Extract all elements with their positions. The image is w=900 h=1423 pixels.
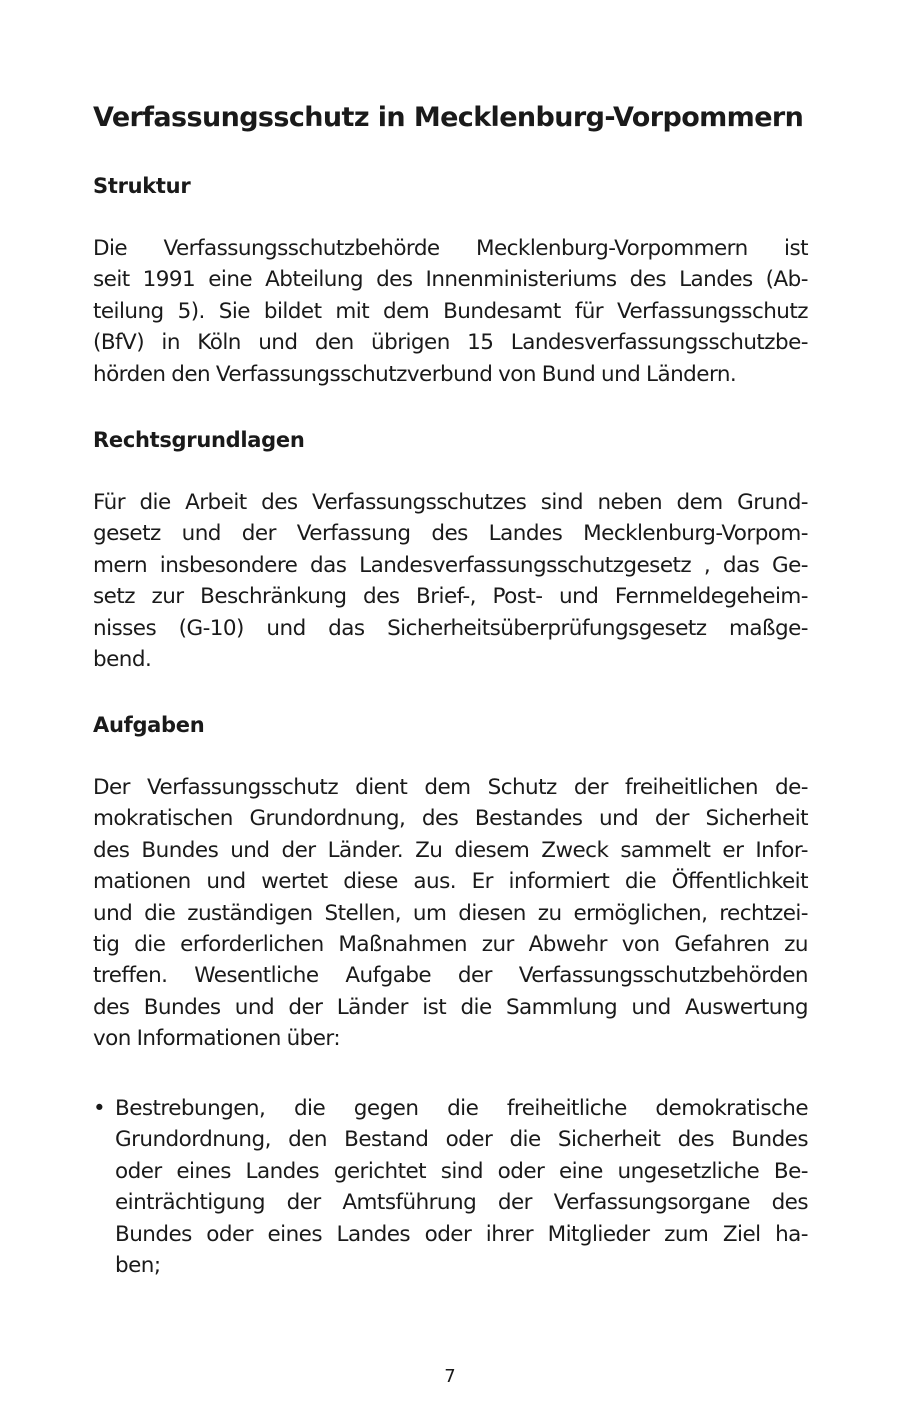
paragraph-aufgaben <box>93 772 808 1055</box>
paragraph-line: bend. <box>93 646 152 672</box>
paragraph-rechtsgrundlagen <box>93 487 808 675</box>
list-item-text <box>115 1093 808 1281</box>
paragraph-struktur <box>93 233 808 390</box>
list-item-line: Bestrebungen, die gegen die freiheitliche demokratische <box>115 1096 808 1121</box>
paragraph-line: des Bundes und der Länder. Zu diesem Zweck sammelt er Infor- <box>93 837 808 863</box>
paragraph-line: tig die erforderlichen Maßnahmen zur Abwehr von Gefahren zu <box>93 931 808 957</box>
section-heading-struktur: Struktur <box>93 174 191 198</box>
paragraph-line: mokratischen Grundordnung, des Bestandes und der Sicherheit <box>93 806 808 832</box>
paragraph-line: und die zuständigen Stellen, um diesen zu ermöglichen, rechtzei- <box>93 900 808 926</box>
list-item <box>93 1093 808 1281</box>
paragraph-line: Der Verfassungsschutz dient dem Schutz der freiheitlichen de- <box>93 775 808 800</box>
paragraph-line: treffen. Wesentliche Aufgabe der Verfassungsschutzbehörden <box>93 963 808 989</box>
section-heading-aufgaben: Aufgaben <box>93 713 205 737</box>
section-heading-rechtsgrundlagen: Rechtsgrundlagen <box>93 428 305 452</box>
bullet-list <box>93 1093 808 1281</box>
paragraph-line: hörden den Verfassungsschutzverbund von Bund und Ländern. <box>93 361 737 387</box>
paragraph-line: mationen und wertet diese aus. Er informiert die Öffentlichkeit <box>93 869 808 895</box>
paragraph-line: seit 1991 eine Abteilung des Innenministeriums des Landes (Ab- <box>93 267 808 293</box>
paragraph-line: setz zur Beschränkung des Brief-, Post- und Fernmeldegeheim- <box>93 584 808 610</box>
paragraph-line: des Bundes und der Länder ist die Sammlung und Auswertung <box>93 994 808 1020</box>
paragraph-line: von Informationen über: <box>93 1026 341 1052</box>
paragraph-line: nisses (G-10) und das Sicherheitsüberprüfungsgesetz maßge- <box>93 615 808 641</box>
list-item-line: ben; <box>115 1252 161 1278</box>
paragraph-line: teilung 5). Sie bildet mit dem Bundesamt für Verfassungsschutz <box>93 298 808 324</box>
page-title: Verfassungsschutz in Mecklenburg-Vorpommern <box>93 102 804 133</box>
bullet-marker: • <box>93 1096 106 1121</box>
list-item-line: oder eines Landes gerichtet sind oder eine ungesetzliche Be- <box>115 1158 808 1184</box>
list-item-line: Bundes oder eines Landes oder ihrer Mitglieder zum Ziel ha- <box>115 1221 808 1247</box>
list-item-line: Grundordnung, den Bestand oder die Sicherheit des Bundes <box>115 1127 808 1153</box>
paragraph-line: (BfV) in Köln und den übrigen 15 Landesverfassungsschutzbe- <box>93 330 808 356</box>
paragraph-line: gesetz und der Verfassung des Landes Mecklenburg-Vorpom- <box>93 521 808 547</box>
paragraph-line: Für die Arbeit des Verfassungsschutzes sind neben dem Grund- <box>93 490 808 515</box>
paragraph-line: mern insbesondere das Landesverfassungsschutzgesetz , das Ge- <box>93 552 808 578</box>
page-number: 7 <box>444 1366 456 1387</box>
paragraph-line: Die Verfassungsschutzbehörde Mecklenburg-Vorpommern ist <box>93 236 808 261</box>
list-item-line: einträchtigung der Amtsführung der Verfassungsorgane des <box>115 1190 808 1216</box>
